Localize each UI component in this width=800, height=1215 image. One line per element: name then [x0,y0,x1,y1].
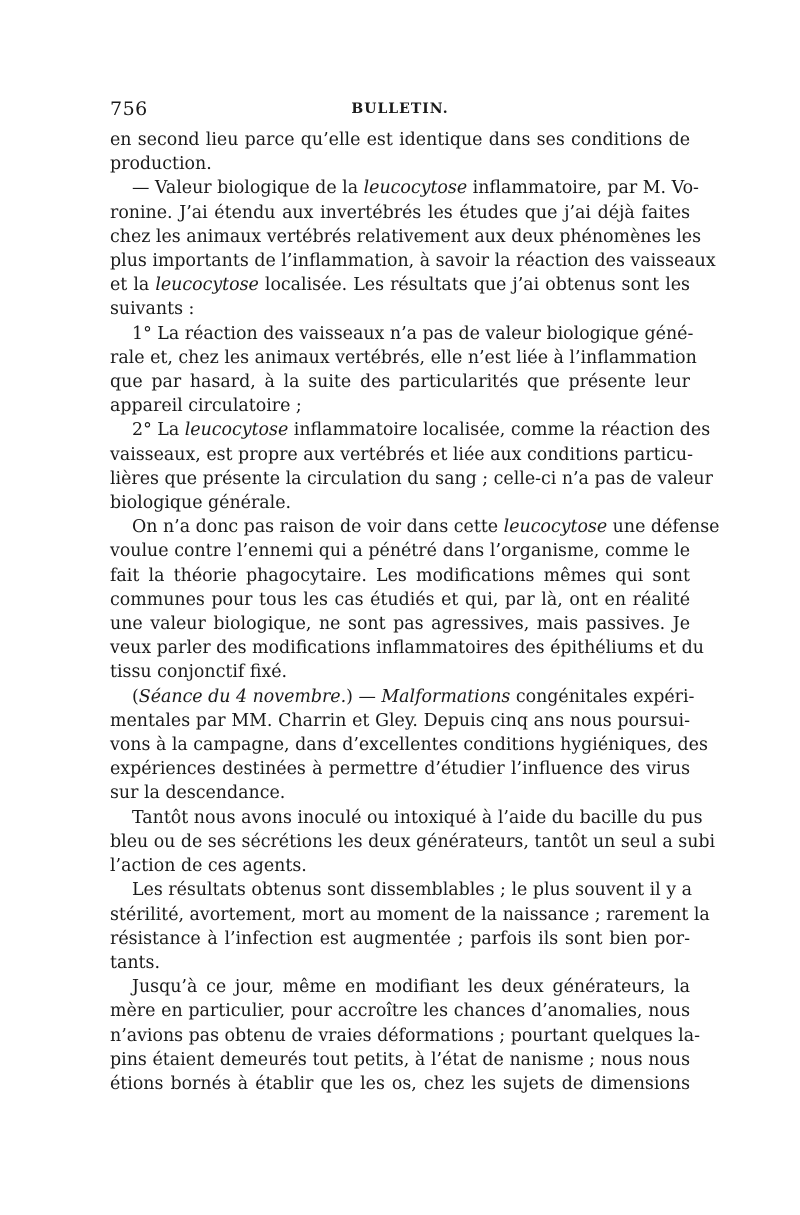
text-line: pins étaient demeurés tout petits, à l’état de nanisme ; nous nous [110,1049,690,1070]
text-line: Les résultats obtenus sont dissemblables ; le plus souvent il y a [132,880,692,901]
text-line: Tantôt nous avons inoculé ou intoxiqué à l’aide du bacille du pus [132,807,703,828]
text-line: et la leucocytose localisée. Les résultats que j’ai obtenus sont les [110,275,690,296]
text-line: 2° La leucocytose inflammatoire localisée, comme la réaction des [132,420,711,441]
paragraph [110,878,710,975]
page [110,98,720,1096]
text-line: sur la descendance. [110,783,286,804]
paragraph [110,685,708,806]
text-line: — Valeur biologique de la leucocytose inflammatoire, par M. Vo- [132,178,699,199]
text-line: rale et, chez les animaux vertébrés, elle n’est liée à l’inflammation [110,347,697,368]
text-line: n’avions pas obtenu de vraies déformations ; pourtant quelques la- [110,1025,700,1046]
text-line: ronine. J’ai étendu aux invertébrés les études que j’ai déjà faites [110,202,690,223]
text-line: en second lieu parce qu’elle est identique dans ses conditions de [110,130,690,150]
paragraph [110,128,690,176]
text-line: (Séance du 4 novembre.) — Malformations congénitales expéri- [132,686,695,707]
text-line: résistance à l’infection est augmentée ; parfois ils sont bien por- [110,928,690,949]
text-line: mère en particulier, pour accroître les chances d’anomalies, nous [110,1001,690,1022]
text-line: tissu conjonctif fixé. [110,662,288,683]
text-line: vons à la campagne, dans d’excellentes conditions hygiéniques, des [110,735,708,756]
text-line: tants. [110,952,160,973]
text-line: étions bornés à établir que les os, chez les sujets de dimensions [110,1073,690,1094]
text-line: chez les animaux vertébrés relativement aux deux phénomènes les [110,226,702,247]
paragraph [110,322,697,419]
text-line: biologique générale. [110,493,292,514]
text-line: une valeur biologique, ne sont pas agressives, mais passives. Je [110,614,690,635]
text-line: lières que présente la circulation du sang ; celle-ci n’a pas de valeur [110,468,713,489]
page-header [110,98,690,126]
text-line: 1° La réaction des vaisseaux n’a pas de valeur biologique géné- [132,323,694,344]
text-line: plus importants de l’inflammation, à savoir la réaction des vaisseaux [110,251,716,272]
text-line: vaisseaux, est propre aux vertébrés et liée aux conditions particu- [110,444,693,465]
body-text [110,128,720,1096]
text-line: que par hasard, à la suite des particularités que présente leur [110,372,690,393]
text-line: suivants : [110,299,195,320]
text-line: On n’a donc pas raison de voir dans cette leucocytose une défense [132,517,720,538]
text-line: veux parler des modifications inflammatoires des épithéliums et du [110,638,704,659]
text-line: expériences destinées à permettre d’étudier l’influence des virus [110,759,690,780]
text-line: stérilité, avortement, mort au moment de la naissance ; rarement la [110,904,710,925]
text-line: production. [110,154,212,175]
running-title: BULLETIN. [351,101,449,117]
text-line: l’action de ces agents. [110,856,307,877]
text-line: fait la théorie phagocytaire. Les modifications mêmes qui sont [110,565,690,586]
paragraph [110,975,700,1096]
text-line: Jusqu’à ce jour, même en modifiant les deux générateurs, la [132,977,690,998]
paragraph [110,176,716,321]
text-line: mentales par MM. Charrin et Gley. Depuis cinq ans nous poursui- [110,710,690,731]
text-line: bleu ou de ses sécrétions les deux générateurs, tantôt un seul a subi [110,831,716,852]
paragraph [110,418,713,515]
text-line: communes pour tous les cas étudiés et qui, par là, ont en réalité [110,589,690,610]
paragraph [110,515,720,684]
page-number: 756 [110,98,148,120]
paragraph [110,806,716,879]
text-line: voulue contre l’ennemi qui a pénétré dans l’organisme, comme le [110,541,690,562]
text-line: appareil circulatoire ; [110,396,302,417]
